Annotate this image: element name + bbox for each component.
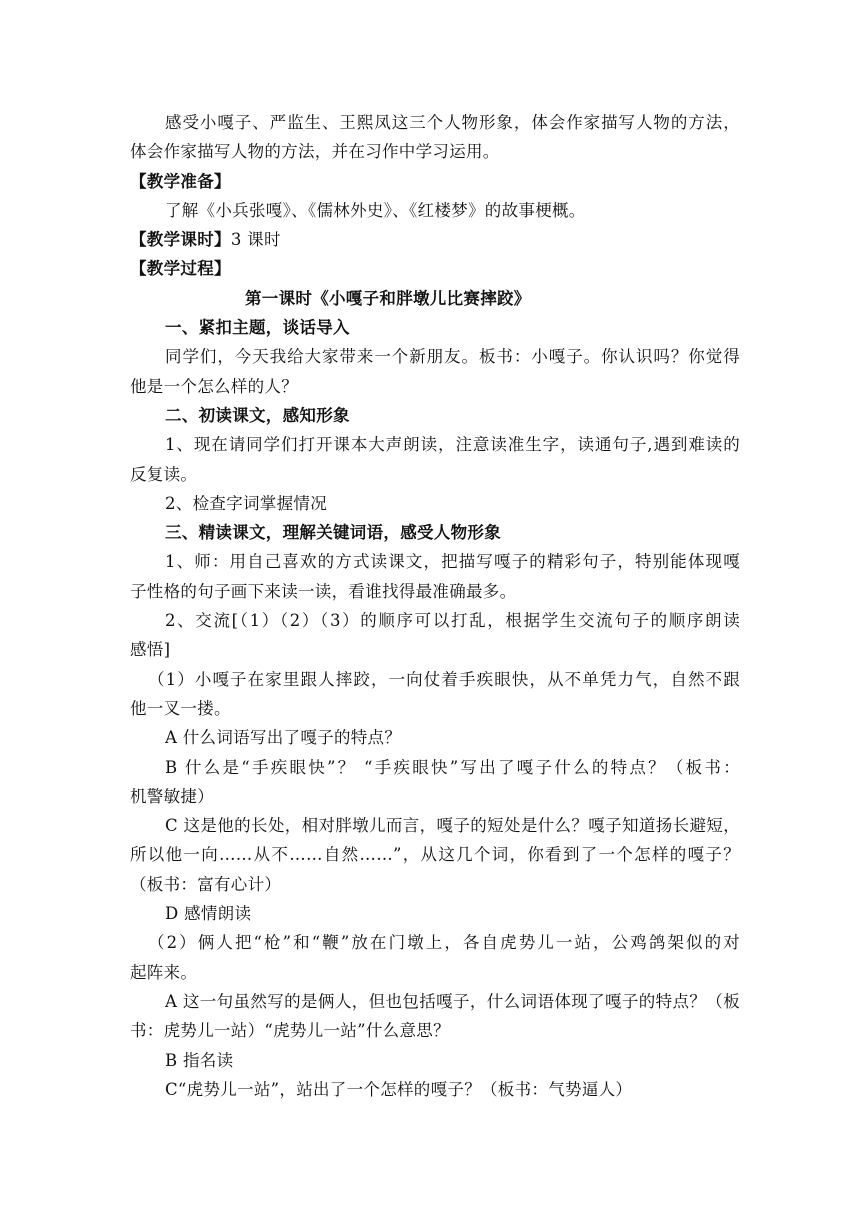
paragraph-text: 1、现在请同学们打开课本大声朗读，注意读准生字，读通句子,遇到难读的	[165, 435, 740, 455]
paragraph-text: 2、交流[（1）（2）（3）的顺序可以打乱，根据学生交流句子的顺序朗读	[165, 611, 740, 631]
paragraph-text: B 指名读	[165, 1050, 234, 1070]
heading-line	[130, 254, 740, 283]
paragraph-text: 了解《小兵张嘎》、《儒林外史》、《红楼梦》的故事梗概。	[165, 200, 586, 220]
text-line	[130, 460, 740, 489]
heading-text: 一、紧扣主题，谈话导入	[165, 318, 350, 338]
text-line	[130, 870, 740, 899]
paragraph-text: D 感情朗读	[165, 904, 252, 924]
lesson-hours-value: 3 课时	[230, 230, 281, 250]
text-line	[130, 108, 740, 137]
paragraph-text: A 这一句虽然写的是俩人，但也包括嘎子，什么词语体现了嘎子的特点？（板	[165, 991, 740, 1011]
text-line	[130, 782, 740, 811]
text-line	[130, 665, 740, 694]
text-line	[130, 635, 740, 664]
heading-line	[130, 225, 740, 254]
heading-text: 【教学课时】	[130, 230, 231, 250]
heading-text: 三、精读课文，理解关键词语，感受人物形象	[165, 523, 501, 543]
text-line	[130, 430, 740, 459]
text-line	[130, 899, 740, 928]
text-line	[130, 342, 740, 371]
paragraph-text: B 什么是“手疾眼快”？ “手疾眼快”写出了嘎子什么的特点？（板书：	[165, 757, 740, 777]
heading-text: 【教学准备】	[130, 171, 231, 191]
text-line	[130, 196, 740, 225]
text-line	[130, 372, 740, 401]
paragraph-text: 机警敏捷）	[130, 786, 214, 806]
paragraph-text: A 什么词语写出了嘎子的特点？	[165, 728, 402, 748]
paragraph-text: 所以他一向……从不……自然……”，从这几个词，你看到了一个怎样的嘎子？	[130, 845, 740, 865]
text-line	[130, 987, 740, 1016]
heading-text: 二、初读课文，感知形象	[165, 405, 350, 425]
text-line	[130, 840, 740, 869]
paragraph-text: 起阵来。	[130, 962, 198, 982]
paragraph-text: （2）俩人把“枪”和“鞭”放在门墩上，各自虎势儿一站，公鸡鸽架似的对	[148, 933, 740, 953]
paragraph-text: 同学们，今天我给大家带来一个新朋友。板书：小嘎子。你认识吗？你觉得	[165, 347, 740, 367]
paragraph-text: （1）小嘎子在家里跟人摔跤，一向仗着手疾眼快，从不单凭力气，自然不跟	[148, 669, 740, 689]
paragraph-text: C 这是他的长处，相对胖墩儿而言，嘎子的短处是什么？嘎子知道扬长避短，	[165, 816, 740, 836]
heading-line	[130, 518, 740, 547]
text-line	[130, 723, 740, 752]
paragraph-text: 2、检查字词掌握情况	[165, 493, 327, 513]
text-line	[130, 606, 740, 635]
paragraph-text: C“虎势儿一站”，站出了一个怎样的嘎子？（板书：气势逼人）	[165, 1079, 633, 1099]
heading-line	[130, 401, 740, 430]
text-line	[130, 958, 740, 987]
paragraph-text: （板书：富有心计）	[130, 874, 282, 894]
heading-text: 【教学过程】	[130, 259, 231, 279]
paragraph-text: 他是一个怎么样的人？	[130, 376, 298, 396]
text-line	[130, 1075, 740, 1104]
paragraph-text: 反复读。	[130, 464, 198, 484]
paragraph-text: 感悟]	[130, 640, 171, 660]
text-line	[130, 811, 740, 840]
text-line	[130, 694, 740, 723]
text-line	[130, 1046, 740, 1075]
text-line	[130, 577, 740, 606]
paragraph-text: 子性格的句子画下来读一读，看谁找得最准确最多。	[130, 581, 517, 601]
text-line	[130, 1016, 740, 1045]
text-line	[130, 753, 740, 782]
paragraph-text: 1、师：用自己喜欢的方式读课文，把描写嘎子的精彩句子，特别能体现嘎	[165, 552, 740, 572]
paragraph-text: 体会作家描写人物的方法，并在习作中学习运用。	[130, 142, 500, 162]
text-line	[130, 928, 740, 957]
text-line	[130, 489, 740, 518]
paragraph-text: 书：虎势儿一站）“虎势儿一站”什么意思？	[130, 1021, 450, 1041]
heading-line	[130, 313, 740, 342]
lesson-plan-text	[130, 108, 740, 1104]
paragraph-text: 他一叉一搂。	[130, 698, 231, 718]
text-line	[130, 547, 740, 576]
text-line	[130, 137, 740, 166]
heading-line	[130, 167, 740, 196]
paragraph-text: 感受小嘎子、严监生、王熙凤这三个人物形象，体会作家描写人物的方法，	[165, 113, 740, 132]
heading-line	[130, 284, 740, 313]
heading-text: 第一课时《小嘎子和胖墩儿比赛摔跤》	[245, 288, 531, 308]
